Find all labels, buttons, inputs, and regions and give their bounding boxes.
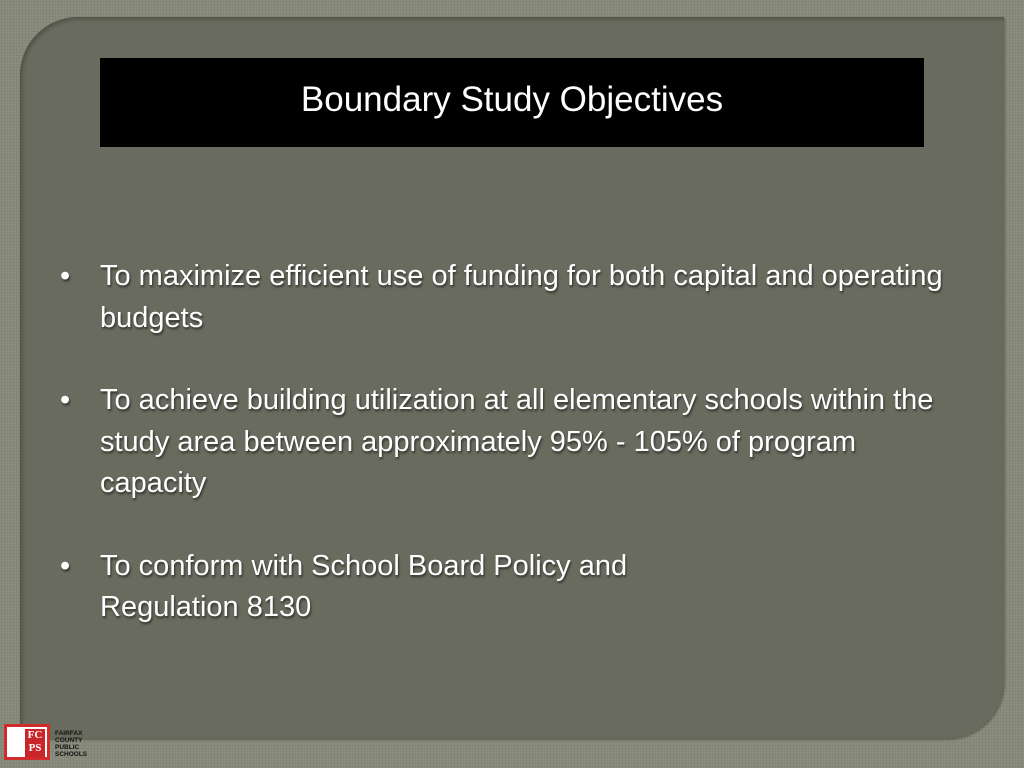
logo-line: FAIRFAX xyxy=(55,730,83,737)
bullet-icon: • xyxy=(60,260,71,292)
logo-text xyxy=(55,730,87,758)
logo-mark-bottom: PS xyxy=(28,742,42,754)
bullet-icon: • xyxy=(60,384,71,416)
logo-line: PUBLIC xyxy=(55,744,80,751)
list-item xyxy=(60,546,740,629)
title-bar xyxy=(100,58,924,147)
slide-title: Boundary Study Objectives xyxy=(300,79,724,119)
logo-line: COUNTY xyxy=(55,737,83,744)
logo-mark-top: FC xyxy=(27,729,43,741)
bullet-text: To conform with School Board Policy and Regulation 8130 xyxy=(100,549,628,623)
logo-line: SCHOOLS xyxy=(55,751,88,758)
list-item xyxy=(60,380,960,505)
book-icon xyxy=(4,724,50,760)
logo-mark xyxy=(25,729,45,757)
bullet-text: To maximize efficient use of funding for both capital and operating budgets xyxy=(100,260,943,334)
bullet-icon: • xyxy=(60,549,71,582)
list-item xyxy=(60,256,960,339)
objectives-list xyxy=(60,256,960,670)
bullet-text: To achieve building utilization at all elementary schools within the study area between approximately 95% - 105% of program capacity xyxy=(100,384,934,499)
fcps-logo xyxy=(4,724,87,760)
